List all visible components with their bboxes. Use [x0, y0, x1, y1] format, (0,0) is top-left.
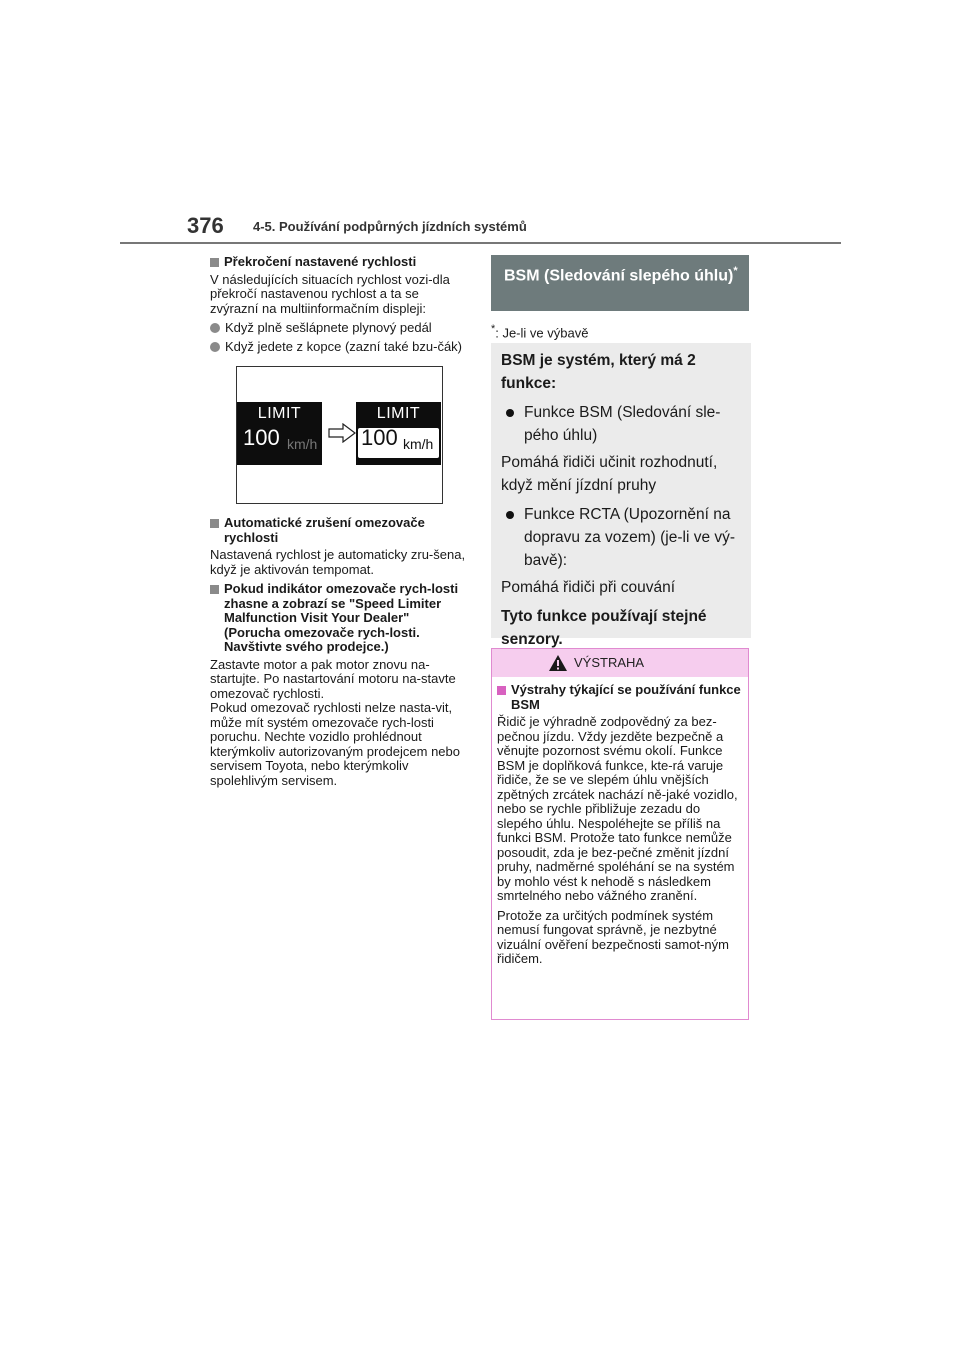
- paragraph: V následujících situacích rychlost vozi-dla překročí nastavenou rychlost a ta se zvýrazní na multiinformačním displeji:: [210, 271, 450, 316]
- header-divider: [120, 242, 841, 244]
- bsm-heading-text: BSM (Sledování slepého úhlu): [504, 267, 734, 285]
- limit-label: LIMIT: [257, 405, 302, 422]
- footnote: [491, 323, 588, 340]
- section-title: 4-5. Používání podpůrných jízdních systémů: [253, 219, 527, 234]
- subheading-text: Překročení nastavené rychlosti: [224, 254, 417, 269]
- limit-unit: km/h: [403, 436, 434, 452]
- footnote-text: : Je-li ve výbavě: [495, 325, 589, 341]
- warning-subheading: [497, 683, 742, 712]
- warning-triangle-icon: [548, 654, 568, 672]
- list-item: [210, 321, 468, 336]
- page-number: 376: [187, 213, 224, 238]
- limit-speed: 100: [361, 425, 398, 450]
- square-bullet-icon: [210, 258, 219, 267]
- subheading-overspeed: [210, 255, 468, 270]
- info-outro: Tyto funkce používají stejné senzory.: [501, 608, 707, 648]
- list-item-text: Funkce BSM (Sledování sle-pého úhlu): [524, 404, 721, 444]
- subheading-auto-cancel: [210, 516, 468, 545]
- warning-paragraph: Řidič je výhradně zodpovědný za bez-pečnou jízdu. Vždy jezděte bezpečně a věnujte pozornost svému okolí. Funkce BSM je doplňková funkce, kte-rá varuje řidiče, že se ve slepém úhlu vnějších zpětných zrcátek nachází ně-jaké vozidlo, nebo se rychle přibližuje zezadu do slepého úhlu. Nespoléhejte se příliš na funkci BSM. Protože tato funkce nemůže posoudit, zda je bez-pečné změnit jízdní pruhy, nadměrné spoléhání se na systém by mohlo vést k nehodě s následkem smrtelného nebo vážného zranění.: [497, 714, 738, 903]
- warning-box: [491, 648, 749, 1020]
- warning-label: VÝSTRAHA: [574, 655, 645, 670]
- list-item: [210, 340, 468, 355]
- info-description: Pomáhá řidiči učinit rozhodnutí, když mění jízdní pruhy: [501, 454, 718, 494]
- circle-bullet-icon: [210, 342, 220, 352]
- circle-bullet-icon: [506, 511, 514, 519]
- list-item: [501, 401, 741, 447]
- footnote-marker: *: [491, 323, 496, 335]
- paragraph: Zastavte motor a pak motor znovu na-startujte. Po nastartování motoru na-stavte omezovač rychlosti.: [210, 656, 456, 701]
- bsm-info-box: [491, 343, 751, 648]
- info-intro: BSM je systém, který má 2 funkce:: [501, 352, 696, 392]
- warning-body: [492, 677, 748, 967]
- circle-bullet-icon: [506, 409, 514, 417]
- list-item-text: Když plně sešlápnete plynový pedál: [225, 320, 432, 335]
- paragraph: Nastavená rychlost je automaticky zru-šena, když je aktivován tempomat.: [210, 547, 466, 577]
- limit-display-highlighted: [356, 402, 441, 465]
- limit-label: LIMIT: [376, 405, 421, 422]
- square-bullet-icon: [210, 519, 219, 528]
- circle-bullet-icon: [210, 323, 220, 333]
- list-item-text: Funkce RCTA (Upozornění na dopravu za vozem) (je-li ve vý-bavě):: [524, 506, 736, 569]
- limit-unit: km/h: [287, 436, 318, 452]
- left-column: [210, 255, 468, 793]
- transition-arrow-icon: [328, 423, 356, 443]
- list-item: [501, 503, 741, 572]
- subheading-text: Pokud indikátor omezovače rych-losti zhasne a zobrazí se "Speed Limiter Malfunction Visit Your Dealer" (Porucha omezovače rych-losti. Navštivte svého prodejce.): [224, 581, 459, 654]
- speed-limit-display-figure: [236, 366, 443, 504]
- bsm-heading: [491, 255, 749, 311]
- info-description: Pomáhá řidiči při couvání: [501, 579, 676, 596]
- subheading-text: Automatické zrušení omezovače rychlosti: [224, 515, 425, 545]
- paragraph: Pokud omezovač rychlosti nelze nasta-vit, může mít systém omezovače rych-losti poruchu. Nechte vozidlo prohlédnout kterýmkoliv autorizovaným prodejcem nebo servisem Toyota, nebo kterýmkoliv spolehlivým servisem.: [210, 700, 460, 788]
- page-header: [0, 0, 960, 250]
- limit-display-normal: [237, 402, 322, 465]
- footnote-marker: *: [733, 265, 738, 277]
- list-item-text: Když jedete z kopce (zazní také bzu-čák): [225, 338, 463, 354]
- warning-subheading-text: Výstrahy týkající se používání funkce BSM: [511, 682, 741, 712]
- warning-header: [492, 649, 748, 677]
- warning-paragraph: Protože za určitých podmínek systém nemusí fungovat správně, je nezbytné vizuální ověření bezpečnosti samot-ným řidičem.: [497, 907, 729, 966]
- square-bullet-icon: [497, 686, 506, 695]
- square-bullet-icon: [210, 585, 219, 594]
- subheading-malfunction: [210, 582, 468, 655]
- limit-speed: 100: [243, 425, 280, 450]
